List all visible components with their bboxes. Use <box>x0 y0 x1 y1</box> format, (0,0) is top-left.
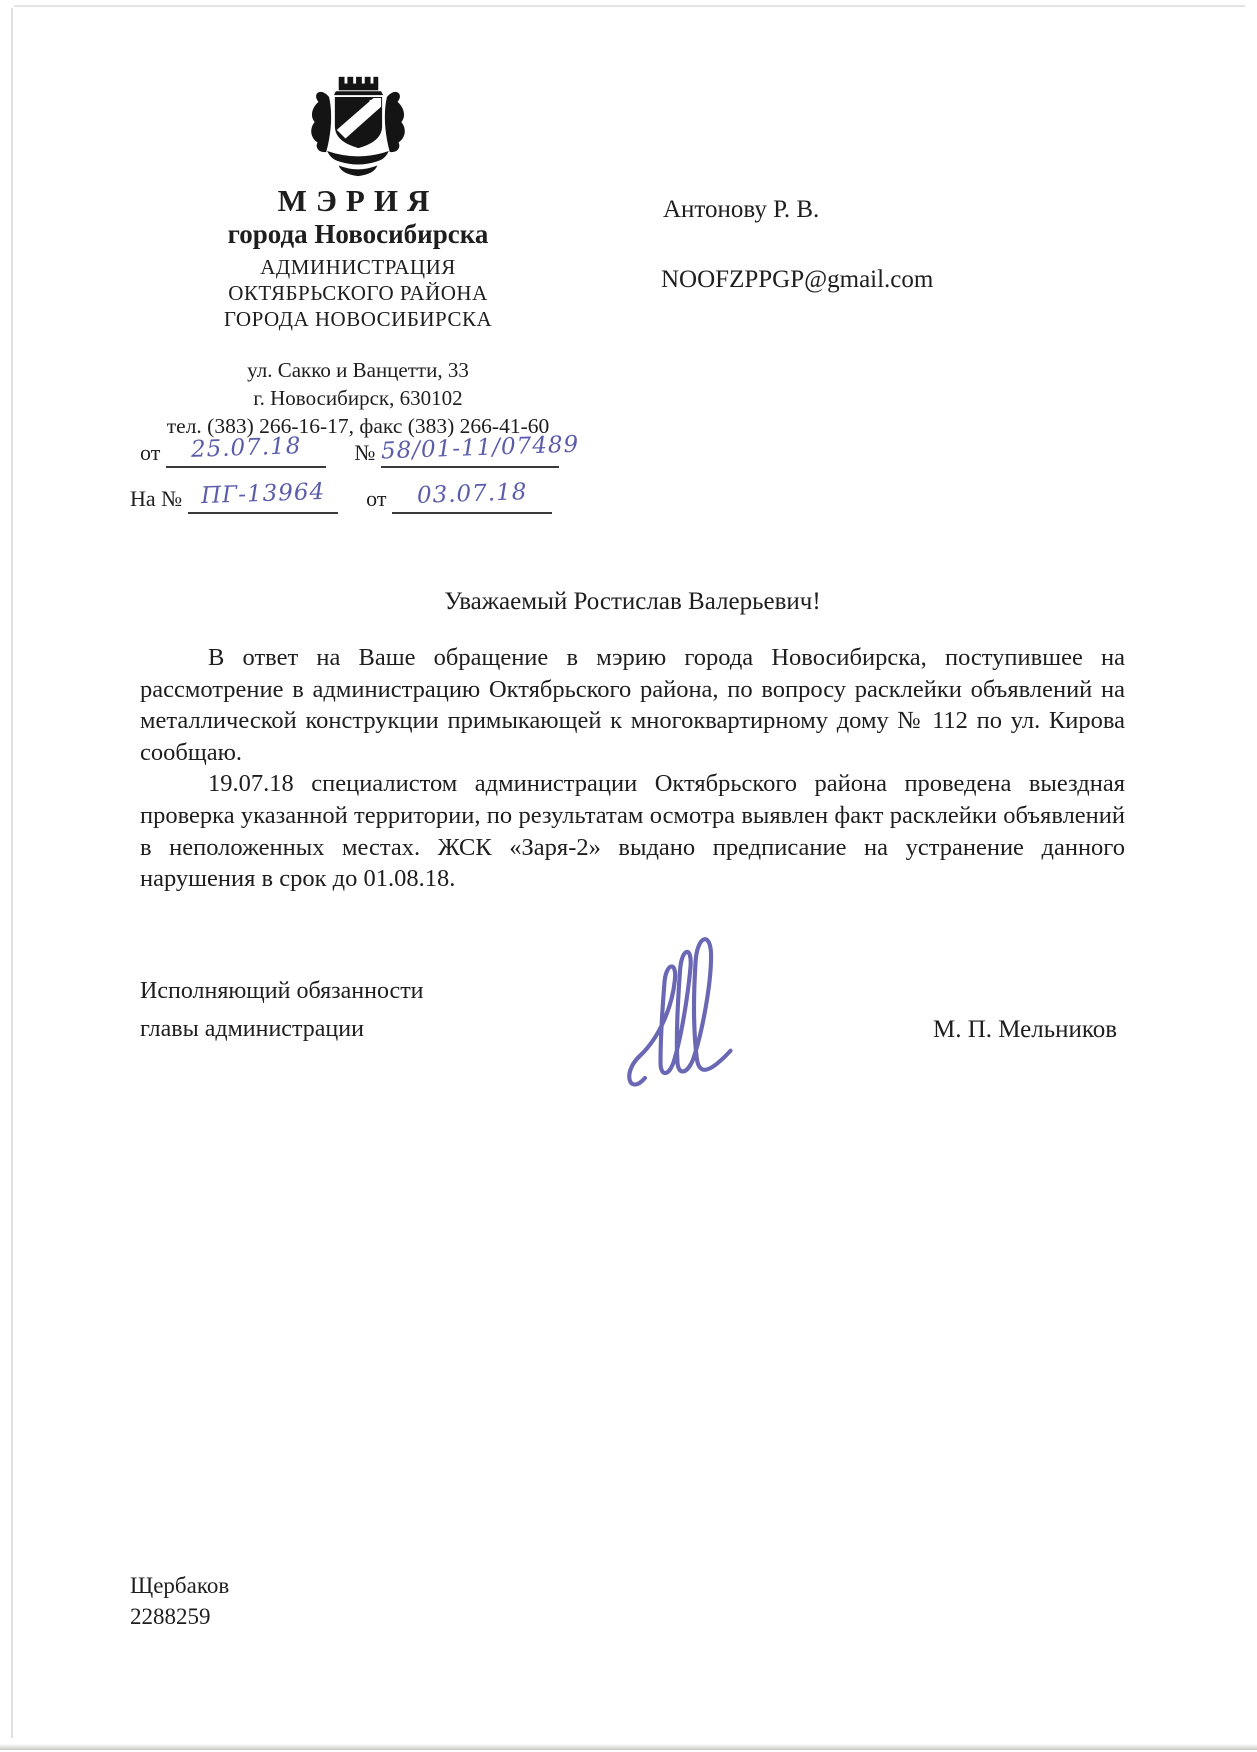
outgoing-date-label: от <box>140 440 161 465</box>
dept-line-3: ГОРОДА НОВОСИБИРСКА <box>223 307 493 331</box>
incoming-number-label: На № <box>130 486 183 511</box>
signer-position <box>140 972 424 1048</box>
dept-line-2: ОКТЯБРЬСКОГО РАЙОНА <box>228 281 488 305</box>
recipient-name: Антонову Р. В. <box>663 196 820 223</box>
incoming-date-blank <box>392 479 552 514</box>
handwritten-signature-icon <box>622 925 782 1100</box>
address-city: г. Новосибирск, 630102 <box>253 386 463 410</box>
address-block <box>118 356 598 440</box>
signer-position-line-2: главы администрации <box>140 1016 364 1042</box>
novosibirsk-coat-of-arms-icon <box>299 72 417 178</box>
scan-edge-top <box>14 5 1245 7</box>
incoming-ref-row <box>130 478 552 514</box>
org-name-city: города Новосибирска <box>227 219 489 249</box>
phone-fax-line: тел. (383) 266-16-17, факс (383) 266-41-60 <box>166 414 550 438</box>
signer-name: М. П. Мельников <box>933 1016 1118 1043</box>
org-name-mayoralty: МЭРИЯ <box>277 183 439 218</box>
outgoing-date-blank <box>166 433 326 468</box>
executor-name: Щербаков <box>130 1573 230 1598</box>
executor-phone: 2288259 <box>130 1604 211 1629</box>
salutation: Уважаемый Ростислав Валерьевич! <box>444 588 821 615</box>
letterhead <box>118 72 598 440</box>
outgoing-number-handwritten: 58/01-11/07489 <box>380 431 580 465</box>
outgoing-number-label: № <box>354 440 376 465</box>
letter-body <box>140 642 1125 895</box>
body-paragraph-2: 19.07.18 специалистом администрации Октябрьского района проведена выездная проверка указанной территории, по результатам осмотра выявлен факт расклейки объявлений в неположенных местах. ЖСК «Заря-2» выдано предписание на устранение данного нарушения в срок до 01.08.18. <box>140 770 1125 893</box>
address-street: ул. Сакко и Ванцетти, 33 <box>247 358 469 382</box>
signer-position-line-1: Исполняющий обязанности <box>140 978 424 1004</box>
recipient-email: NOOFZPPGP@gmail.com <box>661 266 934 293</box>
scan-edge-left <box>11 8 13 1738</box>
incoming-number-handwritten: ПГ-13964 <box>200 478 326 510</box>
dept-line-1: АДМИНИСТРАЦИЯ <box>260 255 456 279</box>
outgoing-number-blank <box>380 431 580 468</box>
outgoing-ref-row <box>140 431 580 468</box>
incoming-number-blank <box>188 478 338 514</box>
scan-edge-bottom <box>0 1744 1257 1750</box>
incoming-date-label: от <box>366 486 387 511</box>
body-paragraph-1: В ответ на Ваше обращение в мэрию города Новосибирска, поступившее на рассмотрение в администрацию Октябрьского района, по вопросу расклейки объявлений на металлической конструкции примыкающей к многоквартирному дому № 112 по ул. Кирова сообщаю. <box>140 644 1125 766</box>
outgoing-date-handwritten: 25.07.18 <box>190 433 302 463</box>
incoming-date-handwritten: 03.07.18 <box>416 479 529 509</box>
executor-block <box>130 1570 229 1632</box>
